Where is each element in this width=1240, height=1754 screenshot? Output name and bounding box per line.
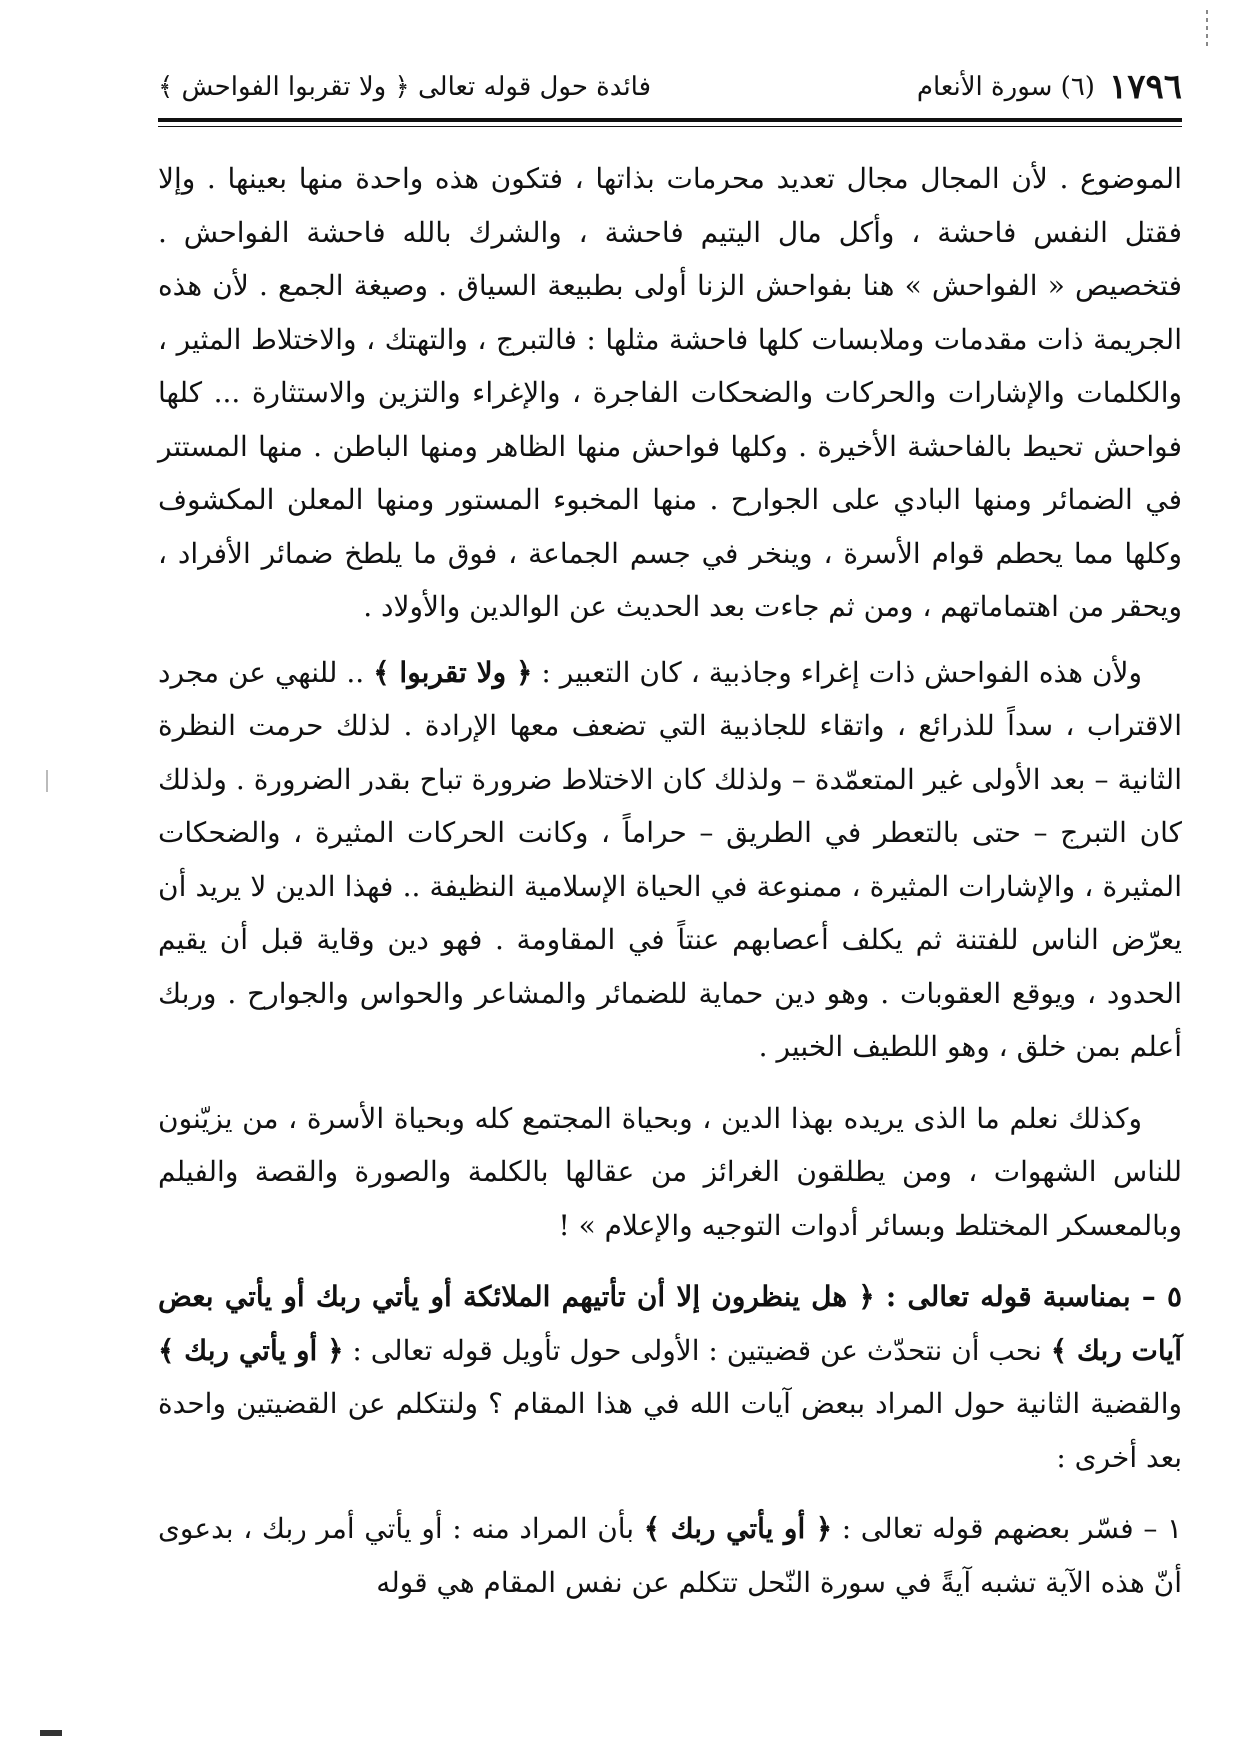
paragraph-4 bbox=[158, 1270, 1182, 1484]
paragraph-text: .. للنهي عن مجرد الاقتراب ، سداً للذرائع ، واتقاء للجاذبية التي تضعف معها الإرادة . لذلك حرمت النظرة الثانية – بعد الأولى غير المتعمّدة – ولذلك كان الاختلاط ضرورة تباح بقدر الضرورة . ولذلك كان التبرج – حتى بالتعطر في الطريق – حراماً ، وكانت الحركات المثيرة ، والضحكات المثيرة ، والإشارات المثيرة ، ممنوعة في الحياة الإسلامية النظيفة .. فهذا الدين لا يريد أن يعرّض الناس للفتنة ثم يكلف أعصابهم عنتاً في المقاومة . فهو دين وقاية قبل أن يقيم الحدود ، ويوقع العقوبات . وهو دين حماية للضمائر والمشاعر والحواس والجوارح . وربك أعلم بمن خلق ، وهو اللطيف الخبير . bbox=[158, 655, 1182, 1063]
paragraph-text: نحب أن نتحدّث عن قضيتين : الأولى حول تأويل قوله تعالى : bbox=[343, 1333, 1051, 1367]
footer-mark bbox=[40, 1730, 62, 1736]
section-number: ٥ – بمناسبة قوله تعالى : bbox=[874, 1280, 1182, 1313]
paragraph-text: وكذلك نعلم ما الذى يريده بهذا الدين ، وبحياة المجتمع كله وبحياة الأسرة ، من يزيّنون للناس الشهوات ، ومن يطلقون الغرائز من عقالها بالكلمة والصورة والقصة والفيلم وبالمعسكر المختلط وبسائر أدوات التوجيه والإعلام » ! bbox=[158, 1101, 1182, 1242]
paragraph-text: الموضوع . لأن المجال مجال تعديد محرمات بذاتها ، فتكون هذه واحدة منها بعينها . وإلا فقتل النفس فاحشة ، وأكل مال اليتيم فاحشة ، والشرك بالله فاحشة الفواحش . فتخصيص « الفواحش » هنا بفواحش الزنا أولى بطبيعة السياق . وصيغة الجمع . لأن هذه الجريمة ذات مقدمات وملابسات كلها فاحشة مثلها : فالتبرج ، والتهتك ، والاختلاط المثير ، والكلمات والإشارات والحركات والضحكات الفاجرة ، والإغراء والتزين والاستثارة ... كلها فواحش تحيط بالفاحشة الأخيرة . وكلها فواحش منها الظاهر ومنها الباطن . منها المستتر في الضمائر ومنها البادي على الجوارح . منها المخبوء المستور ومنها المعلن المكشوف وكلها مما يحطم قوام الأسرة ، وينخر في جسم الجماعة ، فوق ما يلطخ ضمائر الأفراد ، ويحقر من اهتماماتهم ، ومن ثم جاءت بعد الحديث عن الوالدين والأولاد . bbox=[158, 162, 1182, 623]
paragraph-text: والقضية الثانية حول المراد ببعض آيات الله في هذا المقام ؟ ولنتكلم عن القضيتين واحدة بعد أخرى : bbox=[158, 1387, 1182, 1474]
quran-quote: ﴿ أو يأتي ربك ﴾ bbox=[643, 1512, 833, 1545]
paragraph-3 bbox=[158, 1092, 1182, 1253]
quran-quote: ﴿ هل ينظرون إلا أن تأتيهم الملائكة أو يأتي ربك أو يأتي بعض آيات ربك ﴾ bbox=[158, 1280, 1182, 1367]
header-rule bbox=[158, 118, 1182, 122]
surah-label: (٦) سورة الأنعام bbox=[916, 72, 1095, 102]
page-body bbox=[158, 152, 1182, 1609]
paragraph-text: ١ – فسّر بعضهم قوله تعالى : bbox=[832, 1512, 1182, 1545]
paragraph-text: ولأن هذه الفواحش ذات إغراء وجاذبية ، كان التعبير : bbox=[532, 655, 1142, 689]
running-header bbox=[158, 62, 1182, 112]
paragraph-5 bbox=[158, 1502, 1182, 1609]
header-right-group bbox=[917, 67, 1182, 107]
margin-mark bbox=[46, 770, 48, 792]
header-rule-thin bbox=[158, 126, 1182, 127]
page-number: ١٧٩٦ bbox=[1108, 67, 1182, 107]
paragraph-text: بأن المراد منه : أو يأتي أمر ربك ، بدعوى أنّ هذه الآية تشبه آيةً في سورة النّحل تتكلم عن نفس المقام هي قوله bbox=[158, 1512, 1182, 1599]
quran-quote: ﴿ ولا تقربوا ﴾ bbox=[373, 655, 533, 689]
paragraph-2 bbox=[158, 646, 1182, 1074]
quran-quote: ﴿ أو يأتي ربك ﴾ bbox=[158, 1333, 344, 1367]
page-edge-mark bbox=[1206, 10, 1208, 50]
header-topic: فائدة حول قوله تعالى ﴿ ولا تقربوا الفواحش ﴾ bbox=[158, 72, 652, 102]
paragraph-1 bbox=[158, 152, 1182, 634]
